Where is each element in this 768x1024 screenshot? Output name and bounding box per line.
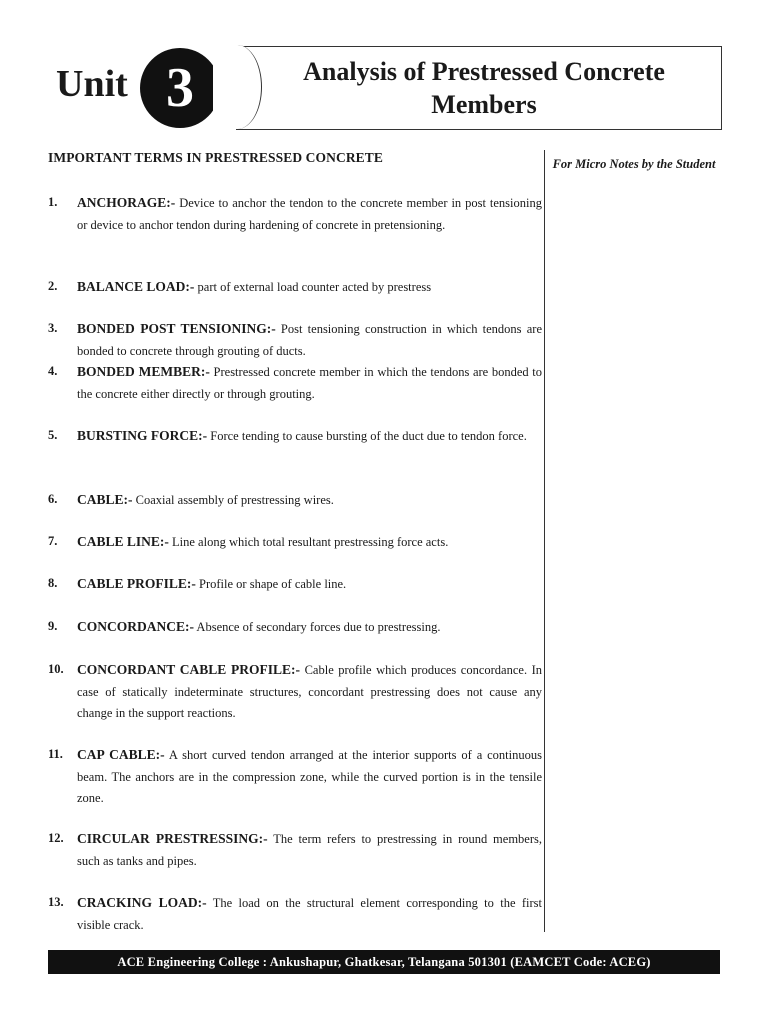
- term-name: CABLE:-: [77, 492, 133, 507]
- term-definition: Profile or shape of cable line.: [195, 577, 347, 591]
- chapter-title: [293, 55, 665, 121]
- chapter-title-line2: Members: [431, 90, 537, 119]
- term-number: 12.: [48, 831, 64, 845]
- term-number: 2.: [48, 279, 58, 293]
- term-definition: Absence of secondary forces due to prestressing.: [194, 620, 441, 634]
- term-definition: Line along which total resultant prestressing force acts.: [168, 535, 449, 549]
- term-number: 7.: [48, 534, 58, 548]
- micro-notes-label: For Micro Notes by the Student: [552, 157, 716, 171]
- term-number: 10.: [48, 662, 64, 676]
- term-definition: Cable profile which produces concordance. In case of statically indeterminate structures, concordant prestressing does not cause any change in the support reactions.: [77, 663, 543, 720]
- term-definition: Device to anchor the tendon to the concrete member in post tensioning or device to anchor tendon during hardening of concrete in pretensioning.: [77, 196, 542, 232]
- term-number: 4.: [48, 364, 58, 378]
- term-definition: The term refers to prestressing in round members, such as tanks and pipes.: [77, 832, 543, 868]
- term-definition: Prestressed concrete member in which the tendons are bonded to the concrete either directly or through grouting.: [77, 365, 542, 401]
- unit-number-badge: 3: [140, 48, 220, 128]
- term-item: [48, 318, 542, 362]
- term-item: [48, 659, 542, 725]
- term-definition: A short curved tendon arranged at the interior supports of a continuous beam. The anchors are in the compression zone, while the curved portion is in the tensile zone.: [77, 748, 542, 805]
- chapter-title-line1: Analysis of Prestressed Concrete: [303, 57, 665, 86]
- term-definition: Post tensioning construction in which tendons are bonded to concrete through grouting of ducts.: [77, 322, 543, 358]
- term-definition: Coaxial assembly of prestressing wires.: [132, 493, 334, 507]
- term-item: [48, 425, 542, 448]
- footer-bar: ACE Engineering College : Ankushapur, Ghatkesar, Telangana 501301 (EAMCET Code: ACEG): [48, 950, 720, 974]
- term-name: CABLE PROFILE:-: [77, 576, 196, 591]
- term-number: 13.: [48, 895, 64, 909]
- term-item: [48, 892, 542, 936]
- term-item: [48, 828, 542, 872]
- term-definition: The load on the structural element corresponding to the first visible crack.: [77, 896, 543, 932]
- term-definition: Force tending to cause bursting of the duct due to tendon force.: [207, 429, 527, 443]
- title-box-arc: [213, 45, 262, 129]
- term-item: [48, 744, 542, 810]
- term-name: BONDED MEMBER:-: [77, 364, 210, 379]
- term-number: 9.: [48, 619, 58, 633]
- term-name: BALANCE LOAD:-: [77, 279, 195, 294]
- margin-divider: [544, 150, 545, 932]
- term-number: 11.: [48, 747, 63, 761]
- term-name: CABLE LINE:-: [77, 534, 169, 549]
- term-item: [48, 489, 542, 512]
- unit-label: Unit: [56, 63, 128, 105]
- term-item: [48, 192, 542, 236]
- term-name: CRACKING LOAD:-: [77, 895, 207, 910]
- term-number: 5.: [48, 428, 58, 442]
- term-name: CAP CABLE:-: [77, 747, 165, 762]
- term-name: BONDED POST TENSIONING:-: [77, 321, 276, 336]
- term-item: [48, 361, 542, 405]
- term-name: CIRCULAR PRESTRESSING:-: [77, 831, 268, 846]
- term-name: CONCORDANCE:-: [77, 619, 194, 634]
- term-item: [48, 276, 542, 299]
- term-item: [48, 573, 542, 596]
- chapter-title-box: [236, 46, 722, 130]
- term-number: 3.: [48, 321, 58, 335]
- term-item: [48, 531, 542, 554]
- term-item: [48, 616, 542, 639]
- term-number: 8.: [48, 576, 58, 590]
- term-number: 1.: [48, 195, 58, 209]
- term-name: BURSTING FORCE:-: [77, 428, 208, 443]
- term-name: ANCHORAGE:-: [77, 195, 176, 210]
- section-heading: IMPORTANT TERMS IN PRESTRESSED CONCRETE: [48, 150, 383, 165]
- term-number: 6.: [48, 492, 58, 506]
- term-definition: part of external load counter acted by prestress: [194, 280, 432, 294]
- term-name: CONCORDANT CABLE PROFILE:-: [77, 662, 301, 677]
